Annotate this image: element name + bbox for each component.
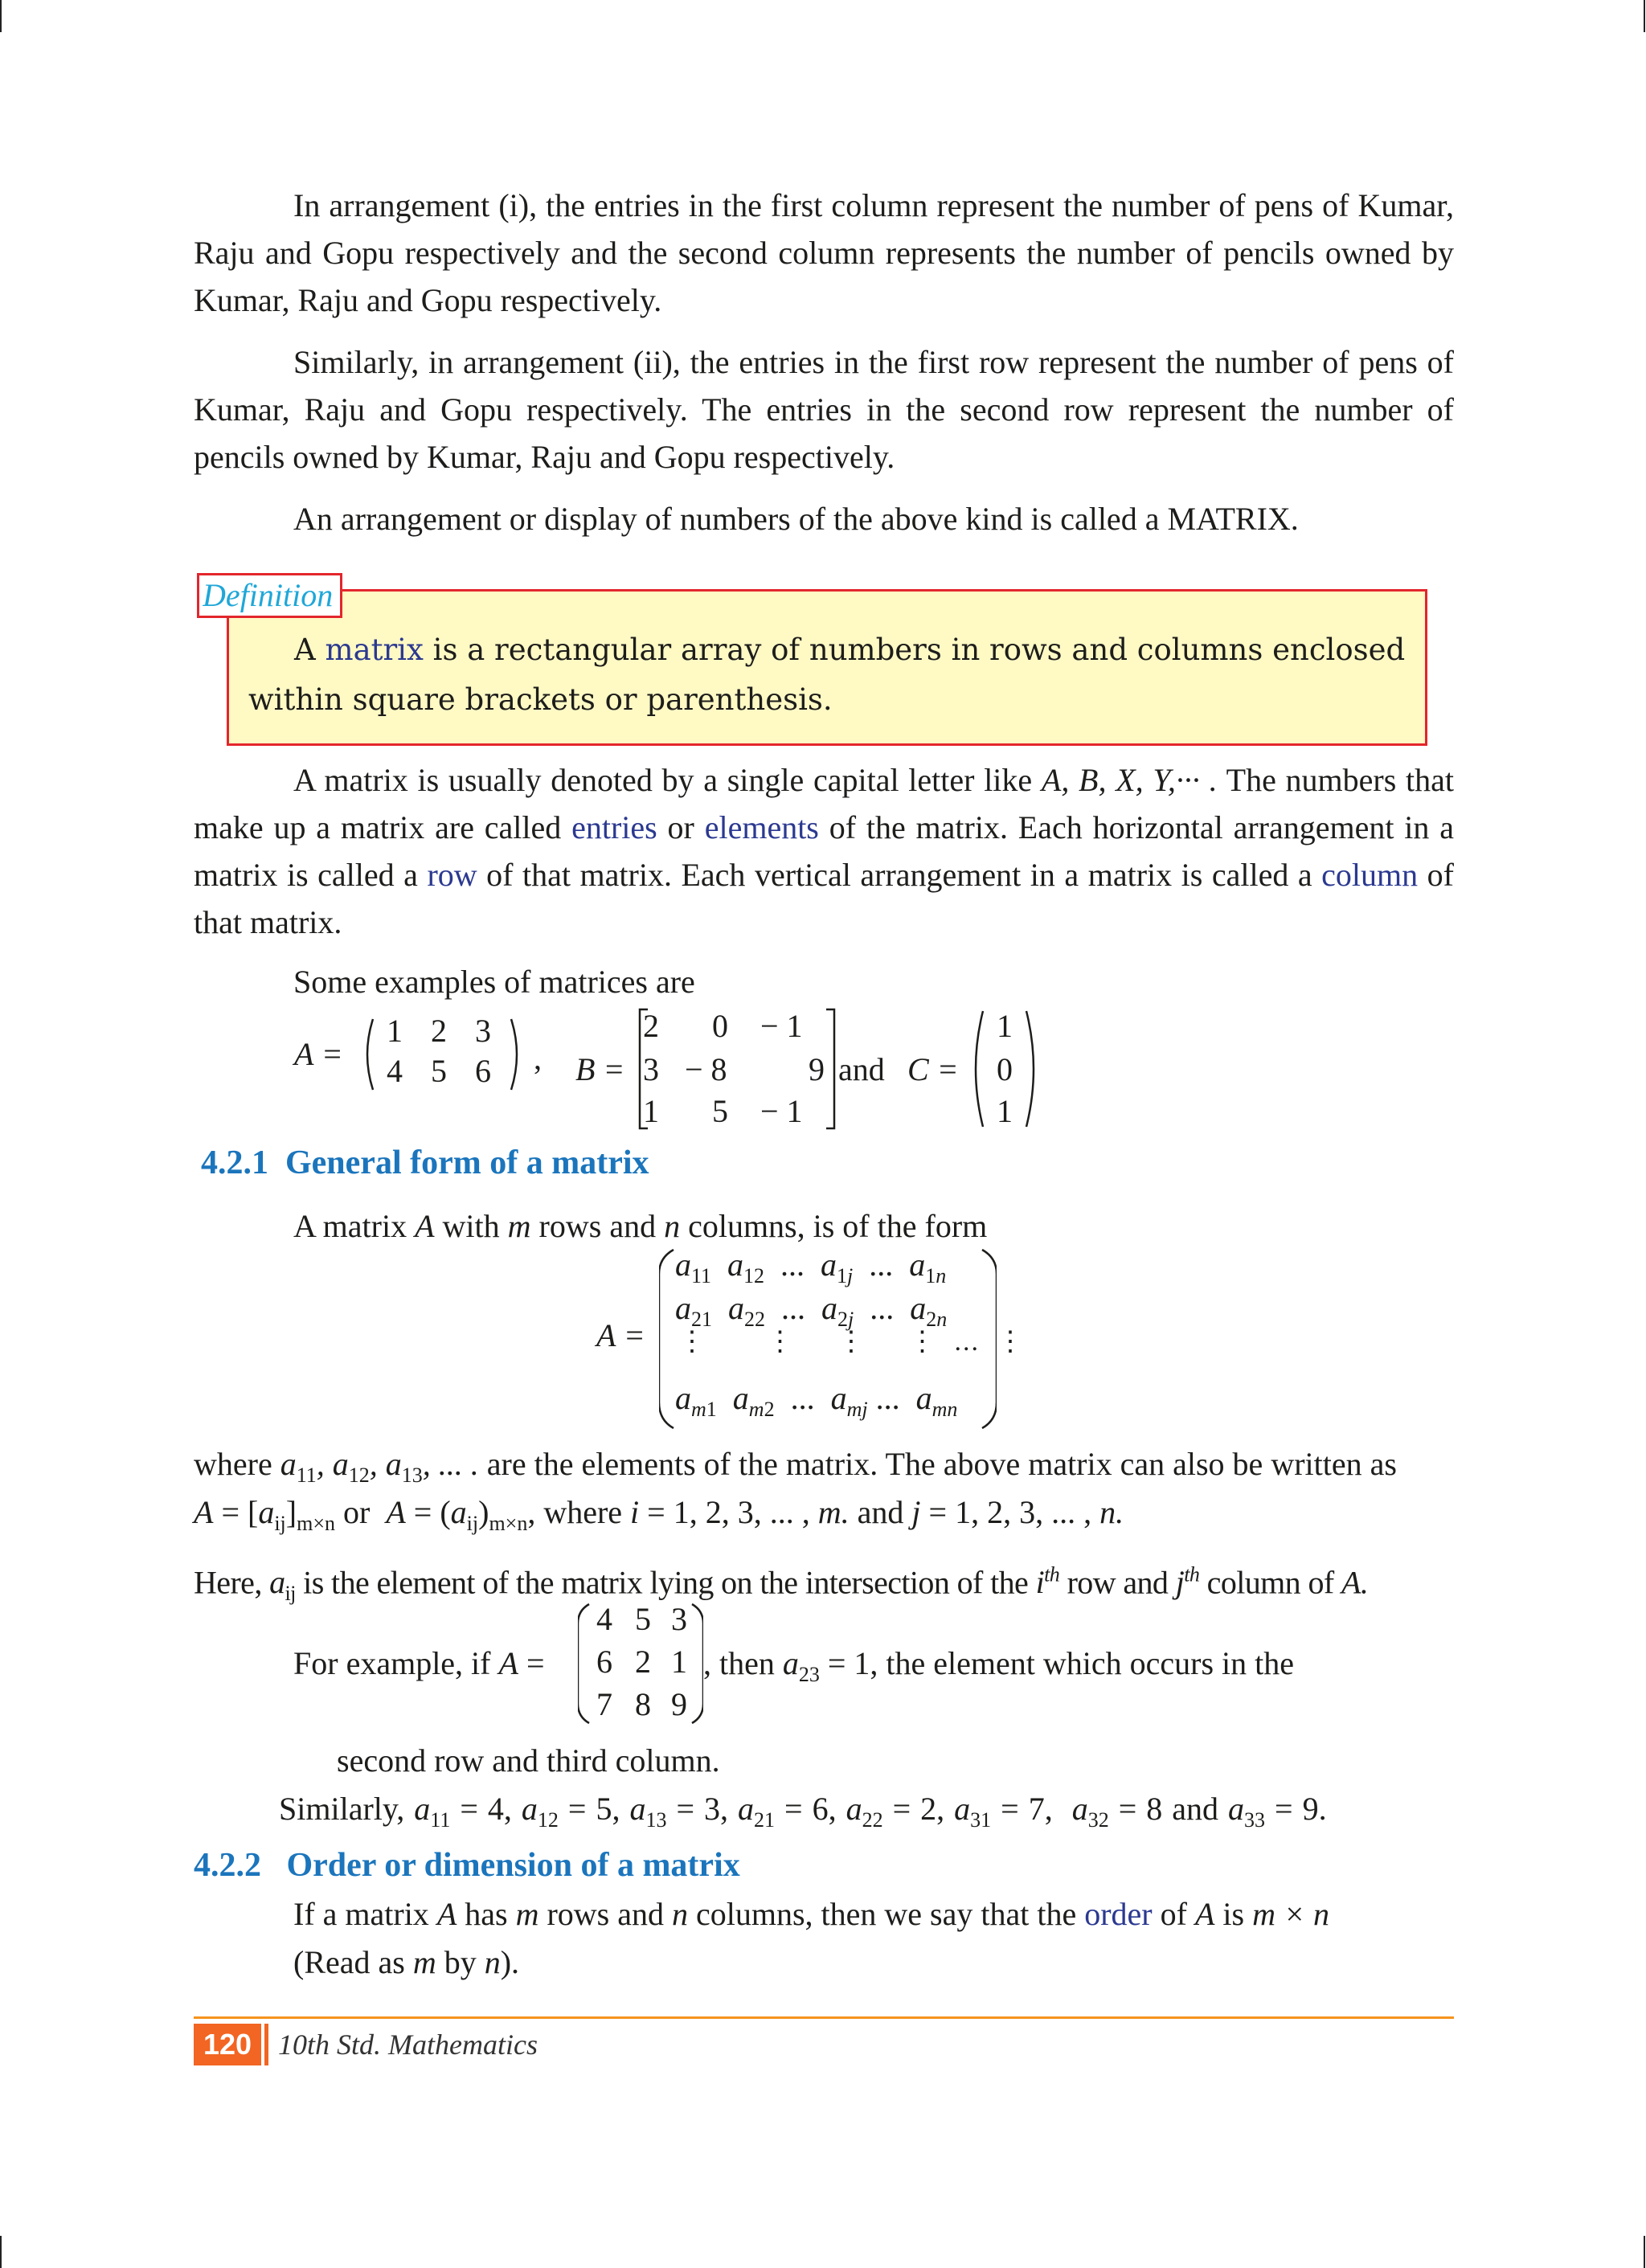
definition-text: A matrix is a rectangular array of numbers in rows and columns enclosed within square brackets or parenthesis. bbox=[248, 633, 1406, 717]
paragraph-examples-intro: Some examples of matrices are bbox=[293, 964, 695, 1000]
definition-tag: Definition bbox=[197, 573, 342, 618]
book-title: 10th Std. Mathematics bbox=[278, 2029, 538, 2061]
example-3x3-block: For example, if A = 4 5 3 6 2 1 7 8 9 , then $a_{23} = 1$, the element which occurs in the bbox=[293, 1599, 1419, 1728]
general-matrix: A = $a_{11}$ $a_{12}$ ... $a_{1j}$ ... $a_{1n}$ $a_{21}$ $a_{22}$ ... $a_{2j}$ ... $a_{2n}$ ⋮ ⋮ ⋮ ⋮ ... ⋮ $a_{m1}$ $a_{m2}$ ... $a_{mj}$ ... $a_{mn}$ bbox=[595, 1242, 997, 1435]
crop-mark bbox=[1644, 0, 1645, 32]
definition-keyword: matrix bbox=[325, 633, 424, 667]
paragraph-arrangement-i: In arrangement (i), the entries in the first column represent the number of pens of Kumar, Raju and Gopu respectively and the second column represents the number of pencils owned by Kumar, Raju and Gopu respectively. bbox=[194, 187, 1454, 318]
paragraph-arrangement-ii: Similarly, in arrangement (ii), the entries in the first row represent the number of pens of Kumar, Raju and Gopu respectively. The entries in the second row represent the number of pencils owned by Kumar, Raju and Gopu respectively. bbox=[194, 344, 1454, 475]
example-matrix-b: B = 2 0 − 1 3 − 8 9 1 5 − 1 and C = bbox=[575, 1005, 1026, 1133]
page-number: 120 bbox=[194, 2024, 261, 2065]
example-explanation: second row and third column. bbox=[337, 1742, 720, 1779]
term-column: column bbox=[1321, 857, 1419, 893]
similarly-line: Similarly, $a_{11} = 4$, $a_{12} = 5$, $a_{13} = 3$, $a_{21} = 6$, $a_{22} = 2$, $a_{31} = 7$, $a_{32} = 8$ and $a_{33} = 9$. bbox=[279, 1791, 1327, 1832]
term-elements: elements bbox=[704, 809, 819, 845]
paragraph-matrix-intro: An arrangement or display of numbers of the above kind is called a MATRIX. bbox=[293, 501, 1299, 537]
section-heading-order: 4.2.2 Order or dimension of a matrix bbox=[194, 1847, 740, 1884]
example-matrix-c: 1 0 1 bbox=[968, 1005, 1041, 1133]
paragraph-elements-where: where $a_{11}$, $a_{12}$, $a_{13}$, ... . are the elements of the matrix. The above matrix can also be written as bbox=[194, 1446, 1397, 1487]
page-number-divider bbox=[264, 2024, 268, 2065]
paragraph-compact-notation: $A = [a_{ij}]_{m\times n}$ or $A = (a_{ij})_{m\times n}$, where i = 1, 2, 3, ... , m. and j = 1, 2, 3, ... , n. bbox=[194, 1494, 1124, 1535]
paragraph-general-form-intro: A matrix A with m rows and n columns, is of the form bbox=[293, 1208, 988, 1244]
paragraph-matrix-notation: A matrix is usually denoted by a single capital letter like A, B, X, Y,··· . The numbers that make up a matrix are called entries or elements of the matrix. Each horizontal arrangement in a matrix is called a row of that matrix. Each vertical arrangement in a matrix is called a column of that matrix. bbox=[194, 762, 1454, 940]
crop-mark bbox=[1644, 2236, 1645, 2268]
footer-rule bbox=[194, 2016, 1454, 2019]
example-matrix-a: A = 1 2 3 4 5 6 , bbox=[294, 1006, 559, 1103]
term-row: row bbox=[427, 857, 477, 893]
section-heading-general-form: 4.2.1 General form of a matrix bbox=[201, 1144, 649, 1181]
term-entries: entries bbox=[571, 809, 657, 845]
paragraph-order-definition: If a matrix A has m rows and n columns, then we say that the order of A is m × n bbox=[293, 1896, 1329, 1932]
crop-mark bbox=[0, 2236, 2, 2268]
term-order: order bbox=[1084, 1896, 1153, 1932]
paragraph-element-aij: Here, $a_{ij}$ is the element of the matrix lying on the intersection of the $i^{th}$ row and $j^{th}$ column of A. bbox=[194, 1563, 1369, 1606]
order-read-as: (Read as m by n). bbox=[293, 1944, 520, 1980]
crop-mark bbox=[0, 0, 2, 32]
